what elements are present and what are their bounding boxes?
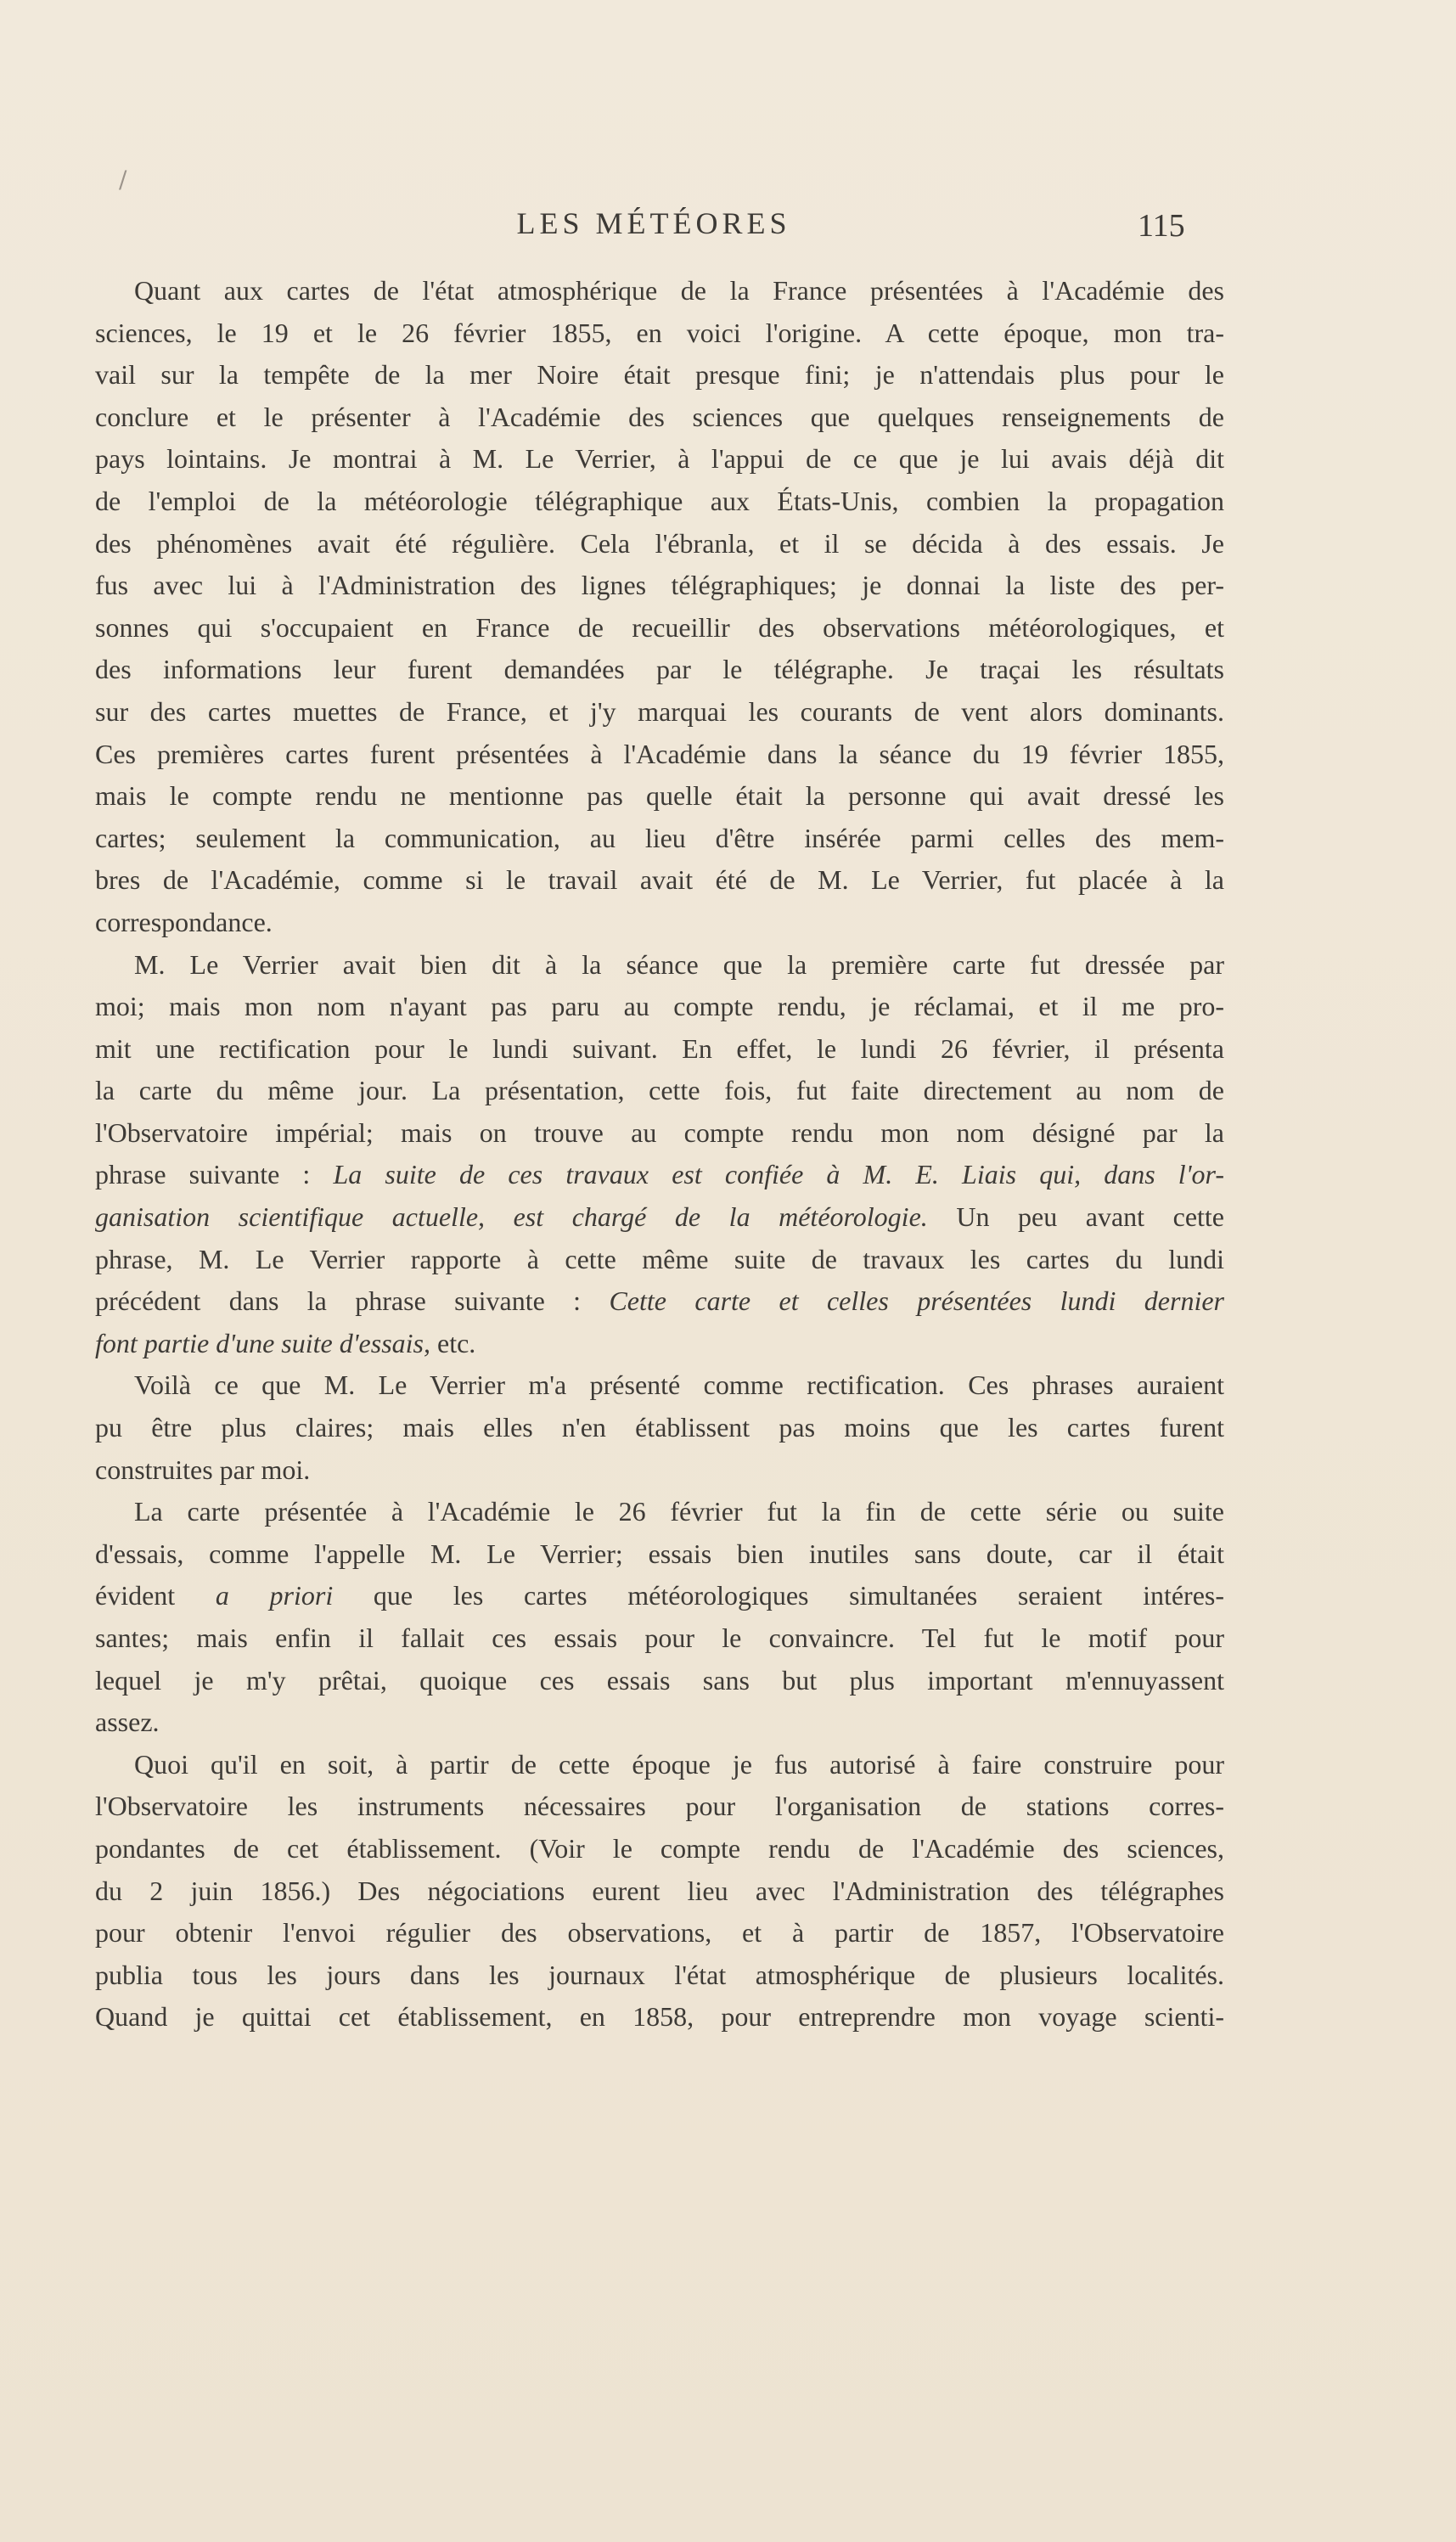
text-line [95, 1786, 1224, 1828]
line-text: santes; mais enfin il fallait ces essais pour le convaincre. Tel fut le motif pour [95, 1622, 1224, 1653]
text-line [95, 607, 1224, 650]
line-italic-text: ganisation scientifique actuelle, est chargé de la météorologie. [95, 1201, 928, 1233]
line-text: Ces premières cartes furent présentées à l'Académie dans la séance du 19 février 1855, [95, 738, 1224, 769]
text-line [95, 565, 1224, 607]
text-line [95, 1912, 1224, 1954]
text-line [95, 1491, 1224, 1533]
text-line [95, 1239, 1224, 1281]
text-line [95, 775, 1224, 818]
text-line [95, 312, 1224, 355]
line-text: phrase, M. Le Verrier rapporte à cette même suite de travaux les cartes du lundi [95, 1243, 1224, 1274]
text-line [95, 649, 1224, 691]
line-text: sonnes qui s'occupaient en France de recueillir des observations météorologiques, et [95, 611, 1224, 643]
line-text: La carte présentée à l'Académie le 26 février fut la fin de cette série ou suite [134, 1496, 1224, 1527]
line-text: l'Observatoire impérial; mais on trouve au compte rendu mon nom désigné par la [95, 1116, 1224, 1148]
text-line [95, 944, 1224, 987]
text-line [95, 1407, 1224, 1449]
text-line [95, 396, 1224, 439]
body-text [95, 270, 1224, 2039]
line-text: sur des cartes muettes de France, et j'y marquai les courants de vent alors dominants. [95, 695, 1224, 727]
text-line [95, 1112, 1224, 1155]
line-italic-text: La suite de ces travaux est confiée à M. E. Liais qui, dans l'or- [333, 1159, 1225, 1190]
line-text: moi; mais mon nom n'ayant pas paru au compte rendu, je réclamai, et il me pro- [95, 991, 1224, 1022]
text-line [95, 1196, 1224, 1239]
text-line [95, 354, 1224, 396]
line-text: des informations leur furent demandées par le télégraphe. Je traçai les résultats [95, 654, 1224, 685]
text-line [95, 1701, 1224, 1744]
text-line [95, 691, 1224, 734]
line-text: phrase suivante : [95, 1159, 334, 1190]
line-text: correspondance. [95, 906, 273, 937]
text-line [95, 523, 1224, 565]
line-text: pays lointains. Je montrai à M. Le Verrier, à l'appui de ce que je lui avais déjà dit [95, 443, 1224, 475]
line-text: évident [95, 1580, 216, 1611]
line-text: publia tous les jours dans les journaux l'état atmosphérique de plusieurs localités. [95, 1959, 1224, 1990]
line-text: pu être plus claires; mais elles n'en établissent pas moins que les cartes furent [95, 1412, 1224, 1443]
text-line [95, 1449, 1224, 1492]
text-line [95, 1996, 1224, 2039]
text-line [95, 1028, 1224, 1071]
line-text: Quoi qu'il en soit, à partir de cette époque je fus autorisé à faire construire pour [134, 1748, 1224, 1780]
text-line [95, 902, 1224, 944]
line-text: d'essais, comme l'appelle M. Le Verrier; essais bien inutiles sans doute, car il était [95, 1538, 1224, 1569]
line-text: du 2 juin 1856.) Des négociations eurent lieu avec l'Administration des télégraphes [95, 1875, 1224, 1906]
line-text: Quand je quittai cet établissement, en 1858, pour entreprendre mon voyage scienti- [95, 2001, 1224, 2033]
line-text: conclure et le présenter à l'Académie des sciences que quelques renseignements de [95, 401, 1224, 432]
line-text: Voilà ce que M. Le Verrier m'a présenté comme rectification. Ces phrases auraient [134, 1369, 1224, 1401]
line-text: Quant aux cartes de l'état atmosphérique de la France présentées à l'Académie des [134, 275, 1224, 306]
line-text: fus avec lui à l'Administration des lignes télégraphiques; je donnai la liste des per- [95, 570, 1224, 601]
line-text: des phénomènes avait été régulière. Cela l'ébranla, et il se décida à des essais. Je [95, 527, 1224, 559]
text-line [95, 986, 1224, 1028]
text-line [95, 270, 1224, 312]
text-line [95, 1660, 1224, 1702]
line-text: l'Observatoire les instruments nécessaires pour l'organisation de stations corres- [95, 1791, 1224, 1822]
line-text: mais le compte rendu ne mentionne pas quelle était la personne qui avait dressé les [95, 780, 1224, 812]
text-line [95, 734, 1224, 776]
text-line [95, 1323, 1224, 1365]
text-line [95, 1070, 1224, 1112]
line-italic-text: Cette carte et celles présentées lundi dernier [609, 1285, 1225, 1317]
line-text: bres de l'Académie, comme si le travail avait été de M. Le Verrier, fut placée à la [95, 864, 1224, 896]
line-italic-text: font partie d'une suite d'essais, [95, 1327, 430, 1358]
text-line [95, 1575, 1224, 1617]
line-text: de l'emploi de la météorologie télégraphique aux États-Unis, combien la propagation [95, 485, 1224, 516]
line-text: lequel je m'y prêtai, quoique ces essais sans but plus important m'ennuyassent [95, 1664, 1224, 1696]
text-line [95, 1280, 1224, 1323]
text-line [95, 1744, 1224, 1786]
line-text: précédent dans la phrase suivante : [95, 1285, 610, 1317]
text-line [95, 818, 1224, 860]
line-text: la carte du même jour. La présentation, cette fois, fut faite directement au nom de [95, 1075, 1224, 1106]
line-text: cartes; seulement la communication, au lieu d'être insérée parmi celles des mem- [95, 822, 1224, 853]
line-text: sciences, le 19 et le 26 février 1855, en voici l'origine. A cette époque, mon tra- [95, 317, 1224, 348]
line-text-after: Un peu avant cette [927, 1201, 1225, 1233]
text-line [95, 1617, 1224, 1660]
text-line [95, 1364, 1224, 1407]
page-number: 115 [1138, 208, 1185, 244]
text-line [95, 1954, 1224, 1997]
text-line [95, 859, 1224, 902]
stray-mark: / [119, 166, 127, 194]
line-text-after: que les cartes météorologiques simultanées seraient intéres- [333, 1580, 1225, 1611]
line-text: vail sur la tempête de la mer Noire était presque fini; je n'attendais plus pour le [95, 359, 1224, 391]
text-line [95, 1828, 1224, 1870]
line-text: assez. [95, 1707, 160, 1738]
text-line [95, 481, 1224, 523]
text-line [95, 1870, 1224, 1913]
text-line [95, 1533, 1224, 1576]
line-text: mit une rectification pour le lundi suivant. En effet, le lundi 26 février, il présenta [95, 1032, 1224, 1064]
line-text: pour obtenir l'envoi régulier des observations, et à partir de 1857, l'Observatoire [95, 1917, 1224, 1949]
line-text: construites par moi. [95, 1454, 311, 1485]
text-line [95, 438, 1224, 481]
line-italic-text: a priori [215, 1580, 334, 1611]
running-head: LES MÉTÉORES [516, 206, 791, 240]
text-line [95, 1154, 1224, 1196]
line-text: M. Le Verrier avait bien dit à la séance que la première carte fut dressée par [134, 948, 1224, 980]
line-text: pondantes de cet établissement. (Voir le compte rendu de l'Académie des sciences, [95, 1832, 1224, 1864]
line-text-after: etc. [430, 1327, 476, 1358]
